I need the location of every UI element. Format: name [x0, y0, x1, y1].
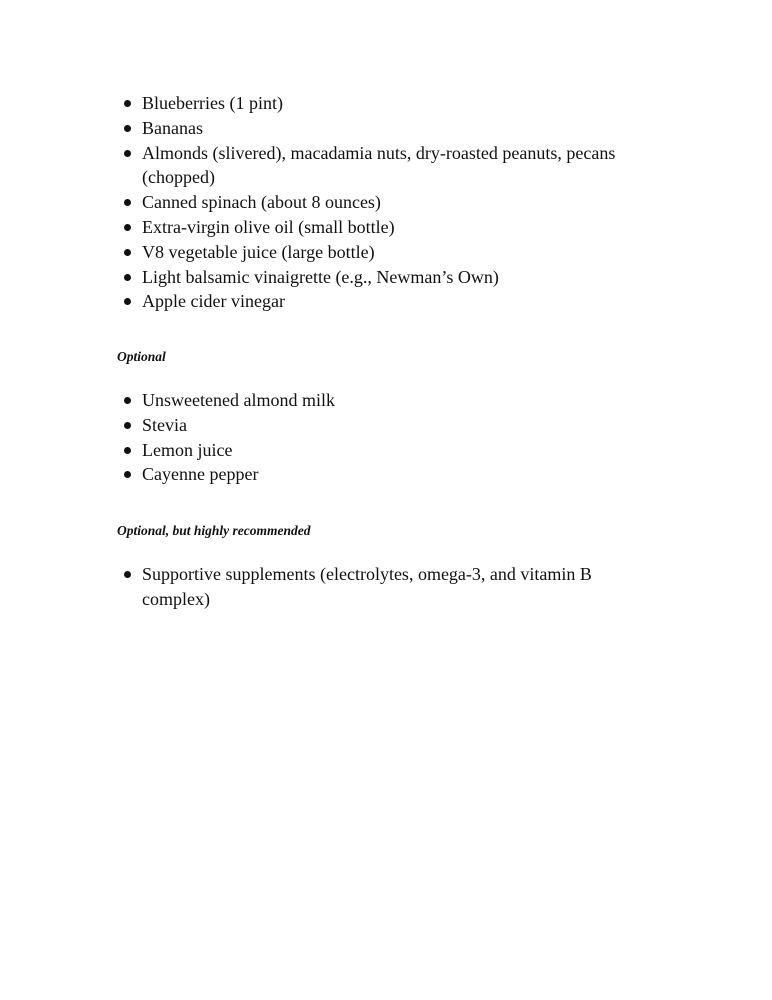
list-item: [124, 289, 644, 314]
bullet-icon: [124, 249, 131, 256]
bullet-icon: [124, 199, 131, 206]
bullet-icon: [124, 224, 131, 231]
bullet-icon: [124, 422, 131, 429]
list-item-text: Bananas: [142, 117, 203, 138]
list-item-text: Stevia: [142, 414, 187, 435]
list-item-text: Apple cider vinegar: [142, 291, 285, 312]
list-item: [124, 190, 644, 215]
bullet-icon: [124, 447, 131, 454]
list-item: [124, 91, 644, 116]
optional-heading: Optional: [117, 349, 166, 364]
bullet-icon: [124, 571, 131, 578]
list-item: [124, 562, 644, 612]
list-item: [124, 265, 644, 290]
bullet-icon: [124, 125, 131, 132]
list-item-text: Extra-virgin olive oil (small bottle): [142, 216, 395, 237]
list-item-text: Cayenne pepper: [142, 464, 259, 485]
list-item: [124, 141, 644, 191]
bullet-icon: [124, 298, 131, 305]
bullet-icon: [124, 150, 131, 157]
bullet-icon: [124, 397, 131, 404]
list-item: [124, 116, 644, 141]
recommended-list: [124, 562, 644, 612]
recommended-heading: Optional, but highly recommended: [117, 523, 311, 538]
shopping-list: [124, 91, 644, 314]
bullet-icon: [124, 100, 131, 107]
bullet-icon: [124, 274, 131, 281]
list-item: [124, 240, 644, 265]
list-item-text: V8 vegetable juice (large bottle): [142, 241, 375, 262]
list-item-text: Lemon juice: [142, 439, 233, 460]
list-item-text: Blueberries (1 pint): [142, 93, 283, 113]
list-item: [124, 462, 644, 487]
list-item-text: Almonds (slivered), macadamia nuts, dry-roasted peanuts, pecans (chopped): [142, 142, 616, 188]
bullet-icon: [124, 471, 131, 478]
list-item: [124, 413, 644, 438]
list-item-text: Unsweetened almond milk: [142, 390, 335, 410]
list-item-text: Supportive supplements (electrolytes, omega-3, and vitamin B complex): [142, 564, 592, 609]
list-item-text: Canned spinach (about 8 ounces): [142, 192, 381, 213]
list-item: [124, 388, 644, 413]
list-item: [124, 438, 644, 463]
list-item: [124, 215, 644, 240]
optional-list: [124, 388, 644, 487]
list-item-text: Light balsamic vinaigrette (e.g., Newman’s Own): [142, 266, 499, 287]
